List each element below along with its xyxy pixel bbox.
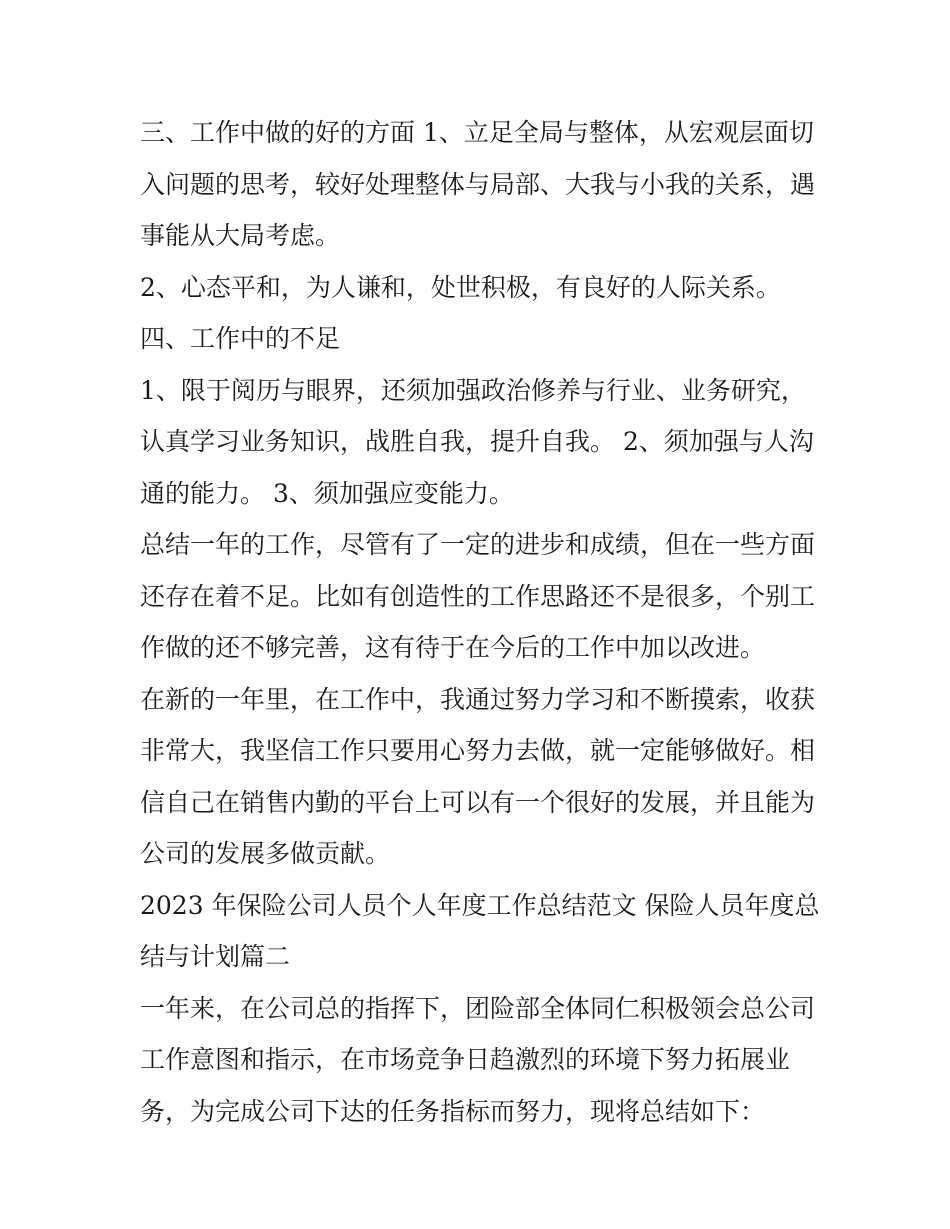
- paragraph-intro-part-two: 一年来，在公司总的指挥下，团险部全体同仁积极领会总公司工作意图和指示，在市场竞争日趋激烈的环境下努力拓展业务，为完成公司下达的任务指标而努力，现将总结如下：: [140, 993, 816, 1126]
- document-body: [140, 107, 820, 1137]
- paragraph-new-year: 在新的一年里，在工作中，我通过努力学习和不断摸索，收获非常大，我坚信工作只要用心努力去做，就一定能够做好。相信自己在销售内勤的平台上可以有一个很好的发展，并且能为公司的发展多做贡献。: [140, 684, 816, 868]
- heading-shortcomings: 四、工作中的不足: [140, 324, 341, 353]
- paragraph-year-summary: 总结一年的工作，尽管有了一定的进步和成绩，但在一些方面还存在着不足。比如有创造性的工作思路还不是很多，个别工作做的还不够完善，这有待于在今后的工作中加以改进。: [140, 530, 816, 662]
- section-title-part-two: 2023 年保险公司人员个人年度工作总结范文 保险人员年度总结与计划篇二: [140, 890, 820, 971]
- paragraph-attitude: 2、心态平和，为人谦和，处世积极，有良好的人际关系。: [140, 272, 781, 302]
- paragraph-strengths: 三、工作中做的好的方面 1、立足全局与整体，从宏观层面切入问题的思考，较好处理整体与局部、大我与小我的关系，遇事能从大局考虑。: [140, 118, 816, 250]
- paragraph-shortcomings-list: 1、限于阅历与眼界，还须加强政治修养与行业、业务研究，认真学习业务知识，战胜自我，提升自我。 2、须加强与人沟通的能力。 3、须加强应变能力。: [140, 375, 814, 508]
